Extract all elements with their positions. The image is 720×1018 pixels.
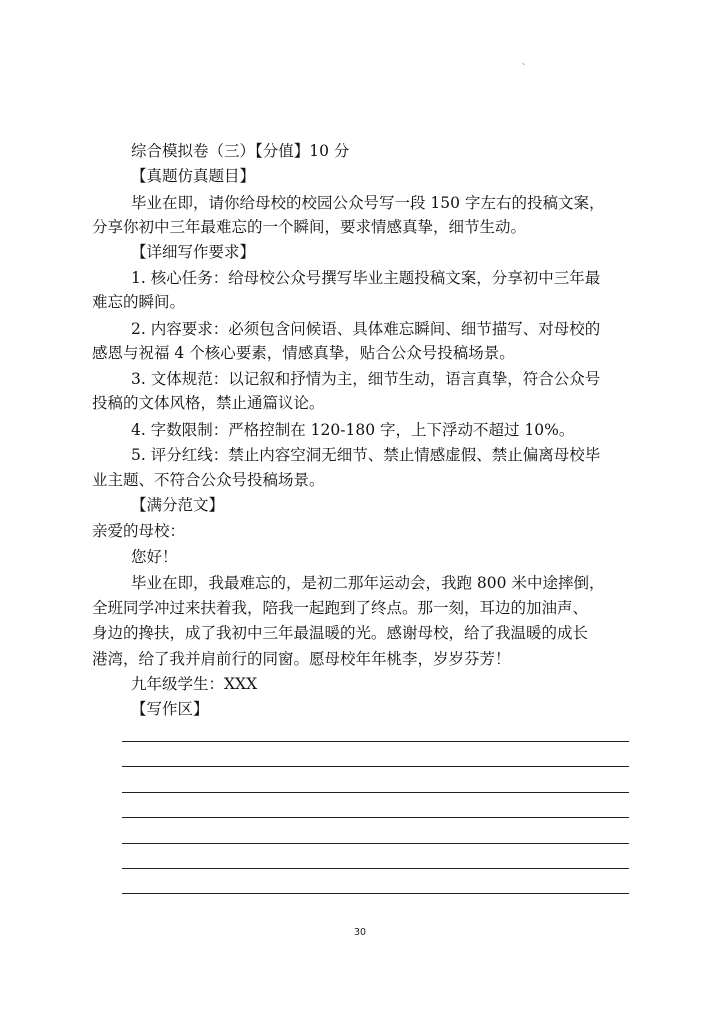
writing-area-heading: 【写作区】: [131, 700, 209, 718]
essay-salutation: 亲爱的母校：: [92, 522, 186, 540]
exam-title: 综合模拟卷（三）【分值】10 分: [131, 142, 350, 160]
writing-line[interactable]: [122, 741, 629, 742]
requirement-line: 难忘的瞬间。: [92, 293, 186, 311]
writing-line[interactable]: [122, 843, 629, 844]
requirement-line: 投稿的文体风格，禁止通篇议论。: [92, 394, 325, 412]
writing-line[interactable]: [122, 868, 629, 869]
requirements-heading: 【详细写作要求】: [131, 243, 256, 261]
question-line: 毕业在即，请你给母校的校园公众号写一段 150 字左右的投稿文案，: [131, 194, 605, 212]
essay-line: 身边的搀扶，成了我初中三年最温暖的光。感谢母校，给了我温暖的成长: [92, 624, 589, 642]
corner-mark: 、: [522, 57, 530, 66]
writing-line[interactable]: [122, 792, 629, 793]
requirement-line: 1. 核心任务：给母校公众号撰写毕业主题投稿文案，分享初中三年最: [131, 269, 601, 287]
writing-line[interactable]: [122, 817, 629, 818]
model-essay-heading: 【满分范文】: [131, 496, 225, 514]
writing-line[interactable]: [122, 766, 629, 767]
question-line: 分享你初中三年最难忘的一个瞬间，要求情感真挚，细节生动。: [92, 218, 527, 236]
essay-line: 全班同学冲过来扶着我，陪我一起跑到了终点。那一刻，耳边的加油声、: [92, 599, 589, 617]
writing-line[interactable]: [122, 893, 629, 894]
page-number: 30: [353, 927, 367, 938]
requirement-line: 5. 评分红线：禁止内容空洞无细节、禁止情感虚假、禁止偏离母校毕: [131, 446, 601, 464]
essay-greeting: 您好！: [131, 548, 178, 566]
requirement-line: 3. 文体规范：以记叙和抒情为主，细节生动，语言真挚，符合公众号: [131, 370, 601, 388]
essay-line: 港湾，给了我并肩前行的同窗。愿母校年年桃李，岁岁芬芳！: [92, 650, 511, 668]
question-heading: 【真题仿真题目】: [131, 167, 256, 185]
requirement-line: 2. 内容要求：必须包含问候语、具体难忘瞬间、细节描写、对母校的: [131, 320, 601, 338]
requirement-line: 业主题、不符合公众号投稿场景。: [92, 471, 325, 489]
essay-line: 毕业在即，我最难忘的，是初二那年运动会，我跑 800 米中途摔倒，: [131, 574, 605, 592]
requirement-line: 感恩与祝福 4 个核心要素，情感真挚，贴合公众号投稿场景。: [92, 344, 515, 362]
requirement-line: 4. 字数限制：严格控制在 120-180 字，上下浮动不超过 10%。: [131, 421, 575, 439]
essay-signature: 九年级学生：XXX: [131, 675, 258, 693]
